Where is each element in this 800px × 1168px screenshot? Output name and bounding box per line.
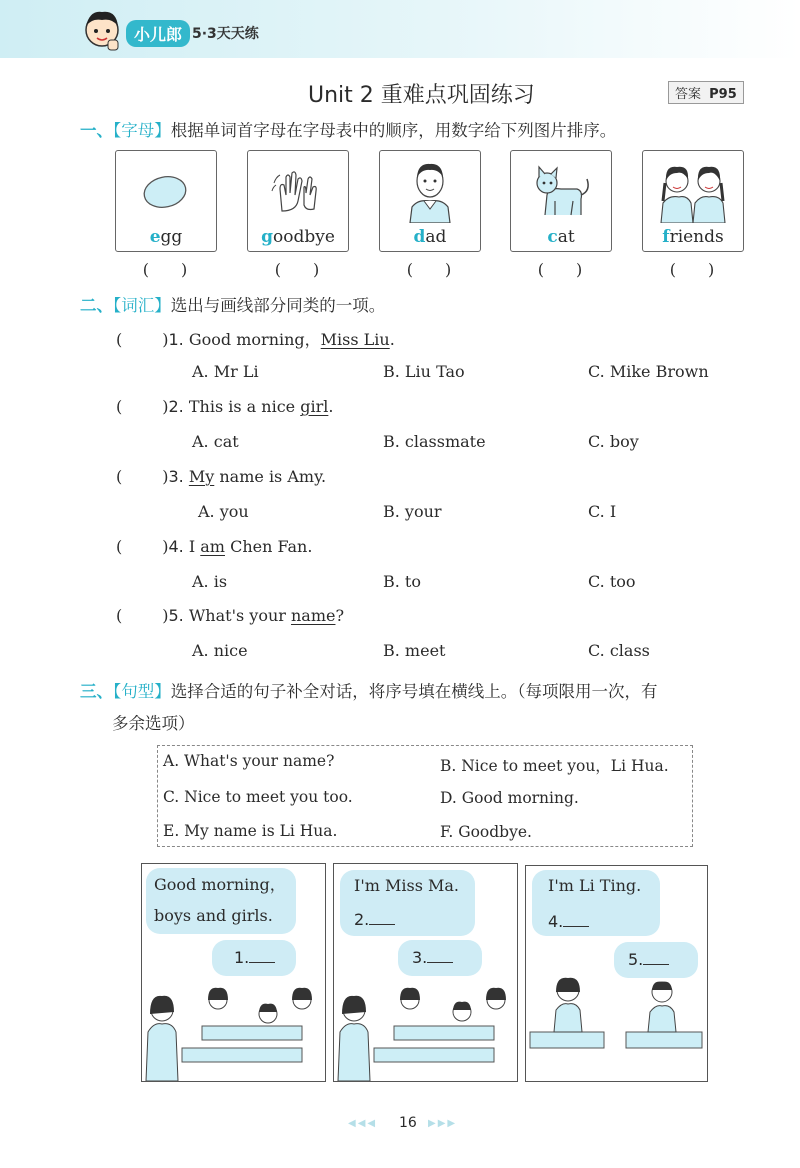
teacher-line-1: Good morning， xyxy=(154,875,286,894)
q5-option-a[interactable]: A. nice xyxy=(192,641,248,660)
q4-option-c[interactable]: C. too xyxy=(588,572,636,591)
choice-b: B. Nice to meet you，Li Hua. xyxy=(440,757,669,775)
choice-d: D. Good morning. xyxy=(440,789,579,807)
section1-instruction: 根据单词首字母在字母表中的顺序，用数字给下列图片排序。 xyxy=(170,121,617,140)
picture-card-friends xyxy=(642,150,744,252)
answer-paren-5[interactable]: ( ) xyxy=(669,260,715,279)
section2-tag: 【词汇】 xyxy=(113,296,171,315)
picture-card-dad xyxy=(379,150,481,252)
q5-option-b[interactable]: B. meet xyxy=(383,641,446,660)
q2-option-b[interactable]: B. classmate xyxy=(383,432,486,451)
q4-option-b[interactable]: B. to xyxy=(383,572,421,591)
footer-right-arrows: ▶▶▶ xyxy=(428,1118,458,1129)
section3-instruction: 选择合适的句子补全对话，将序号填在横线上。（每项限用一次，有 xyxy=(170,682,658,701)
two-students-icon xyxy=(526,976,707,1081)
answer-paren-1[interactable]: ( ) xyxy=(142,260,188,279)
mascot-icon xyxy=(78,6,126,54)
dialogue-blank-5[interactable]: 5. xyxy=(628,950,669,969)
dad-icon xyxy=(404,157,456,223)
q1-option-b[interactable]: B. Liu Tao xyxy=(383,362,465,381)
section2-instruction: 选出与画线部分同类的一项。 xyxy=(170,296,386,315)
section2-number: 二、 xyxy=(80,296,113,315)
question-5: ( )5. What's your name? xyxy=(116,606,345,625)
dialogue-blank-2[interactable]: 2. xyxy=(354,910,395,929)
page-title: Unit 2 重难点巩固练习 xyxy=(308,83,535,108)
question-4: ( )4. I am Chen Fan. xyxy=(116,537,313,556)
answer-reference xyxy=(668,81,744,104)
q3-option-c[interactable]: C. I xyxy=(588,502,617,521)
footer-left-arrows: ◀◀◀ xyxy=(348,1118,378,1129)
egg-icon xyxy=(140,171,190,213)
answer-paren-3[interactable]: ( ) xyxy=(406,260,452,279)
section1-tag: 【字母】 xyxy=(113,121,171,140)
section1-heading xyxy=(80,117,616,141)
word-goodbye: goodbye xyxy=(261,227,335,247)
q4-option-a[interactable]: A. is xyxy=(192,572,228,591)
classroom-scene-icon xyxy=(142,976,325,1081)
section3-heading xyxy=(80,678,658,702)
waving-hands-icon xyxy=(270,165,326,217)
q1-option-c[interactable]: C. Mike Brown xyxy=(588,362,709,381)
dialogue-blank-3[interactable]: 3. xyxy=(412,948,453,967)
word-cat: cat xyxy=(547,227,575,247)
choice-f: F. Goodbye. xyxy=(440,823,532,841)
choice-c: C. Nice to meet you too. xyxy=(163,788,353,806)
choice-e: E. My name is Li Hua. xyxy=(163,822,338,840)
choice-a: A. What's your name? xyxy=(163,752,335,770)
section3-instruction-cont: 多余选项） xyxy=(112,714,195,733)
q5-option-c[interactable]: C. class xyxy=(588,641,650,660)
section3-tag: 【句型】 xyxy=(113,682,171,701)
q1-option-a[interactable]: A. Mr Li xyxy=(192,362,259,381)
series-name: 5·3天天练 xyxy=(192,26,259,42)
teacher-line-2: boys and girls. xyxy=(154,906,273,925)
comic-panel-2 xyxy=(333,863,518,1082)
answer-paren-4[interactable]: ( ) xyxy=(537,260,583,279)
cat-icon xyxy=(531,165,593,221)
picture-card-cat xyxy=(510,150,612,252)
question-3: ( )3. My name is Amy. xyxy=(116,467,327,486)
classroom-scene-icon-2 xyxy=(334,976,517,1081)
word-friends: friends xyxy=(662,227,724,247)
q2-option-a[interactable]: A. cat xyxy=(192,432,239,451)
picture-card-goodbye xyxy=(247,150,349,252)
answer-paren-2[interactable]: ( ) xyxy=(274,260,320,279)
brand-name: 小儿郎 xyxy=(126,20,190,47)
teacher-line-miss-ma: I'm Miss Ma. xyxy=(354,876,459,895)
section1-number: 一、 xyxy=(80,121,113,140)
q3-option-a[interactable]: A. you xyxy=(198,502,249,521)
word-egg: egg xyxy=(149,227,183,247)
answer-label: 答案 xyxy=(675,87,702,102)
answer-page: P95 xyxy=(709,87,737,102)
comic-panel-3 xyxy=(525,865,708,1082)
dialogue-blank-4[interactable]: 4. xyxy=(548,912,589,931)
picture-card-egg xyxy=(115,150,217,252)
section3-number: 三、 xyxy=(80,682,113,701)
friends-icon xyxy=(657,157,729,223)
q3-option-b[interactable]: B. your xyxy=(383,502,442,521)
question-2: ( )2. This is a nice girl. xyxy=(116,397,334,416)
q2-option-c[interactable]: C. boy xyxy=(588,432,639,451)
question-1: ( )1. Good morning，Miss Liu. xyxy=(116,330,395,349)
li-ting-line: I'm Li Ting. xyxy=(548,876,642,895)
section2-heading xyxy=(80,292,385,316)
dialogue-blank-1[interactable]: 1. xyxy=(234,948,275,967)
comic-panel-1 xyxy=(141,863,326,1082)
word-dad: dad xyxy=(413,227,447,247)
page-number: 16 xyxy=(399,1115,417,1131)
